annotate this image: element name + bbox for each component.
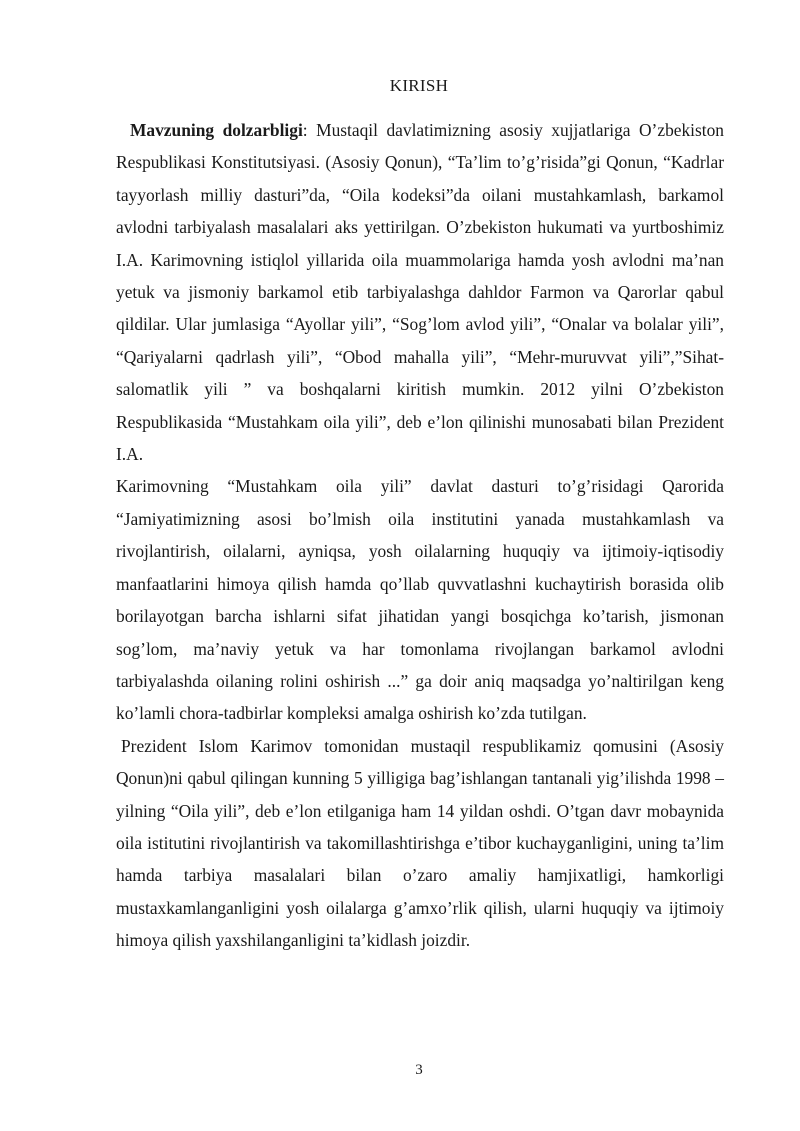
paragraph-resolution: Karimovning “Mustahkam oila yili” davlat dasturi to’g’risidagi Qarorida “Jamiyatimizning asosi bo’lmish oila institutini yanada mustahkamlash va rivojlantirish, oilalarni, ayniqsa, yosh oilalarning huquqiy va ijtimoiy-iqtisodiy manfaatlarini himoya qilish hamda qo’llab quvvatlashni kuchaytirish borasida olib borilayotgan barcha ishlarni sifat jihatidan yangi bosqichga ko’tarish, jismonan sog’lom, ma’naviy yetuk va har tomonlama rivojlangan barkamol avlodni tarbiyalashda oilaning rolini oshirish ...” ga doir aniq maqsadga yo’naltirilgan keng ko’lamli chora-tadbirlar kompleksi amalga oshirish ko’zda tutilgan.	[116, 476, 724, 724]
section-title: KIRISH	[389, 76, 449, 95]
relevance-text: : Mustaqil davlatimizning asosiy xujjatlariga O’zbekiston Respublikasi Konstitutsiyasi. (Asosiy Qonun), “Ta’lim to’g’risida”gi Qonun, “Kadrlar tayyorlash milliy dasturi”da, “Oila kodeksi”da oilani mustahkamlash, barkamol avlodni tarbiyalash masalalari aks yettirilgan. O’zbekiston hukumati va yurtboshimiz I.A. Karimovning istiqlol yillarida oila muammolariga hamda yosh avlodni ma’nan yetuk va jismoniy barkamol etib tarbiyalashga dahldor Farmon va Qarorlar qabul qildilar. Ular jumlasiga “Ayollar yili”, “Sog’lom avlod yili”, “Onalar va bolalar yili”, “Qariyalarni qadrlash yili”, “Obod mahalla yili”, “Mehr-muruvvat yili”,”Sihat-salomatlik yili ” va boshqalarni kiritish mumkin. 2012 yilni O’zbekiston Respublikasida “Mustahkam oila yili”, deb e’lon qilinishi munosabati bilan Prezident I.A.	[116, 120, 724, 465]
document-body	[116, 114, 724, 957]
paragraph-president: Prezident Islom Karimov tomonidan mustaqil respublikamiz qomusini (Asosiy Qonun)ni qabul qilingan kunning 5 yilligiga bag’ishlangan tantanali yig’ilishda 1998 – yilning “Oila yili”, deb e’lon etilganiga ham 14 yildan oshdi. O’tgan davr mobaynida oila istitutini rivojlantirish va takomillashtirishga e’tibor kuchayganligini, uning ta’lim hamda tarbiya masalalari bilan o’zaro amaliy hamjixatligi, hamkorligi mustaxkamlanganligini yosh oilalarga g’amxo’rlik qilish, ularni huquqiy va ijtimoiy himoya qilish yaxshilanganligini ta’kidlash joizdir.	[116, 735, 724, 951]
paragraph-relevance	[116, 114, 724, 470]
page-number: 3	[415, 1062, 423, 1078]
relevance-heading: Mavzuning dolzarbligi	[130, 120, 303, 140]
